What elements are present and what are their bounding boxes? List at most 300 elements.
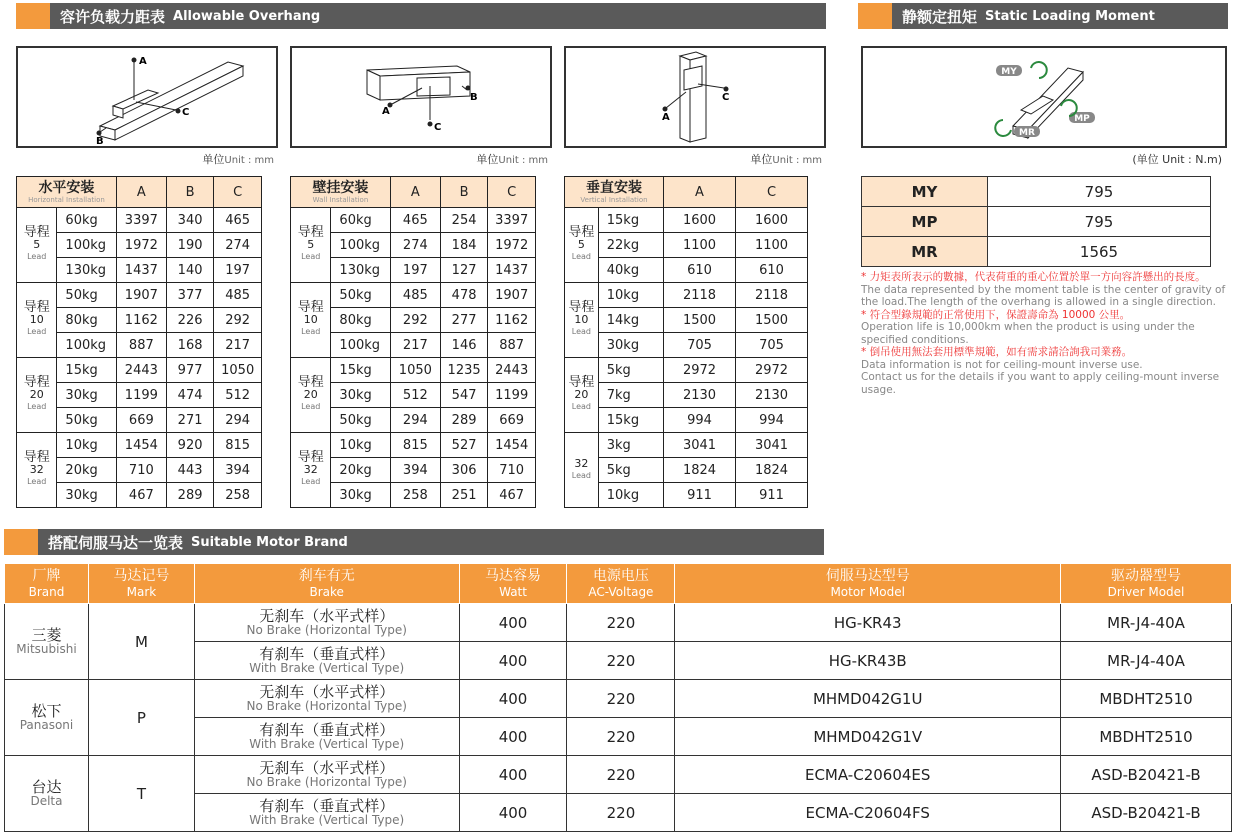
value-cell: 394 <box>214 458 262 483</box>
accent-tab <box>4 529 38 555</box>
header-en: Motor Model <box>830 584 905 599</box>
unit-en: Unit : mm <box>772 155 822 166</box>
lead-en: Lead <box>301 327 321 336</box>
value-cell: 1500 <box>736 308 808 333</box>
value-cell: 911 <box>736 483 808 508</box>
value-cell: 1100 <box>664 233 736 258</box>
value-cell: 292 <box>390 308 440 333</box>
title-en: Vertical Installation <box>580 195 648 204</box>
value-cell: 815 <box>214 433 262 458</box>
header-zh: 刹车有无 <box>298 567 355 584</box>
lead-cell <box>565 358 599 433</box>
brake-cell <box>194 718 459 756</box>
notes <box>861 271 1227 396</box>
value-cell: 512 <box>390 383 440 408</box>
brake-cell <box>194 642 459 680</box>
value-cell: 292 <box>214 308 262 333</box>
value-cell: 146 <box>440 333 488 358</box>
brake-cell <box>194 756 459 794</box>
load-cell: 20kg <box>331 458 390 483</box>
value-cell: 3041 <box>736 433 808 458</box>
voltage-cell: 220 <box>567 756 675 794</box>
section-title-en: Allowable Overhang <box>173 8 321 24</box>
value-cell: 226 <box>166 308 214 333</box>
value-cell: 512 <box>214 383 262 408</box>
column-header: B <box>440 177 488 208</box>
value-cell: 1437 <box>116 258 166 283</box>
header-en: Driver Model <box>1107 584 1185 599</box>
lead-cell <box>291 358 331 433</box>
load-cell: 60kg <box>331 208 390 233</box>
value-cell: 289 <box>440 408 488 433</box>
value-cell: 306 <box>440 458 488 483</box>
title-en: Horizontal Installation <box>28 195 105 204</box>
value-cell: 1235 <box>440 358 488 383</box>
rotation-arrow-icon <box>995 120 1011 136</box>
voltage-cell: 220 <box>567 642 675 680</box>
brand-zh: 松下 <box>31 702 62 720</box>
lead-en: Lead <box>301 477 321 486</box>
voltage-cell: 220 <box>567 718 675 756</box>
voltage-cell: 220 <box>567 794 675 832</box>
value-cell: 2130 <box>664 383 736 408</box>
driver-model-cell: ASD-B20421-B <box>1061 756 1232 794</box>
motor-row <box>5 680 1232 718</box>
table-row <box>565 358 808 383</box>
value-cell: 127 <box>440 258 488 283</box>
unit-en: Unit : mm <box>498 155 548 166</box>
lead-zh: 导程 <box>568 375 595 390</box>
watt-cell: 400 <box>459 718 567 756</box>
value-cell: 467 <box>116 483 166 508</box>
column-header: A <box>664 177 736 208</box>
lead-zh: 导程 <box>23 300 50 315</box>
motor-row <box>5 604 1232 642</box>
value-cell: 2443 <box>116 358 166 383</box>
header-zh: 伺服马达型号 <box>825 567 910 584</box>
lead-value: 32 <box>29 463 44 476</box>
brake-en: With Brake (Vertical Type) <box>249 737 405 751</box>
column-header: B <box>166 177 214 208</box>
value-cell: 274 <box>214 233 262 258</box>
driver-model-cell: MR-J4-40A <box>1061 604 1232 642</box>
moment-row <box>862 177 1211 207</box>
value-cell: 140 <box>166 258 214 283</box>
moment-value: 795 <box>988 177 1211 207</box>
section-header-motor <box>4 529 824 555</box>
lead-zh: 导程 <box>568 225 595 240</box>
load-cell: 10kg <box>598 283 663 308</box>
table-row <box>565 283 808 308</box>
value-cell: 1162 <box>488 308 536 333</box>
value-cell: 547 <box>440 383 488 408</box>
header-en: AC-Voltage <box>588 584 654 599</box>
value-cell: 2118 <box>664 283 736 308</box>
table-row <box>565 208 808 233</box>
unit-zh: 单位 <box>476 153 499 166</box>
value-cell: 254 <box>440 208 488 233</box>
value-cell: 465 <box>390 208 440 233</box>
header-zh: 马达记号 <box>113 567 170 584</box>
table-row <box>565 483 808 508</box>
lead-value: 32 <box>303 463 318 476</box>
load-cell: 10kg <box>598 483 663 508</box>
note-line: Contact us for the details if you want to apply ceiling-mount inverse usage. <box>861 371 1220 396</box>
title-zh: 水平安装 <box>38 179 95 196</box>
value-cell: 710 <box>488 458 536 483</box>
lead-value: 5 <box>33 238 41 251</box>
table-row <box>565 308 808 333</box>
value-cell: 1100 <box>736 233 808 258</box>
lead-value: 10 <box>29 313 44 326</box>
accent-tab <box>858 3 892 29</box>
load-cell: 100kg <box>57 233 116 258</box>
load-cell: 22kg <box>598 233 663 258</box>
lead-en: Lead <box>571 252 591 261</box>
load-cell: 5kg <box>598 458 663 483</box>
load-cell: 30kg <box>331 383 390 408</box>
load-cell: 130kg <box>57 258 116 283</box>
column-header: A <box>116 177 166 208</box>
motor-header <box>194 564 459 604</box>
value-cell: 1972 <box>116 233 166 258</box>
value-cell: 1050 <box>214 358 262 383</box>
horizontal-table <box>16 176 262 508</box>
brake-zh: 无刹车（水平式样） <box>259 607 395 625</box>
value-cell: 443 <box>166 458 214 483</box>
brand-en: Panasoni <box>19 718 74 732</box>
wall-table <box>290 176 536 508</box>
unit-label <box>404 151 548 167</box>
value-cell: 1454 <box>488 433 536 458</box>
brake-zh: 无刹车（水平式样） <box>259 759 395 777</box>
table-row <box>17 283 262 308</box>
value-cell: 610 <box>664 258 736 283</box>
voltage-cell: 220 <box>567 604 675 642</box>
brake-en: No Brake (Horizontal Type) <box>246 699 407 713</box>
value-cell: 1824 <box>736 458 808 483</box>
load-cell: 100kg <box>331 333 390 358</box>
label-a: A <box>382 106 390 117</box>
label-mr: MR <box>1019 128 1035 138</box>
value-cell: 217 <box>390 333 440 358</box>
value-cell: 527 <box>440 433 488 458</box>
lead-value: 10 <box>574 313 589 326</box>
table-row <box>17 433 262 458</box>
table-row <box>17 208 262 233</box>
value-cell: 340 <box>166 208 214 233</box>
lead-cell <box>17 283 57 358</box>
value-cell: 485 <box>214 283 262 308</box>
value-cell: 1162 <box>116 308 166 333</box>
value-cell: 1600 <box>736 208 808 233</box>
lead-en: Lead <box>27 477 47 486</box>
unit-zh: 单位 <box>750 153 773 166</box>
load-cell: 130kg <box>331 258 390 283</box>
value-cell: 465 <box>214 208 262 233</box>
title-zh: 壁挂安装 <box>312 179 369 196</box>
lead-en: Lead <box>27 327 47 336</box>
lead-zh: 导程 <box>297 375 324 390</box>
value-cell: 2130 <box>736 383 808 408</box>
motor-header <box>675 564 1061 604</box>
value-cell: 911 <box>664 483 736 508</box>
value-cell: 1199 <box>116 383 166 408</box>
value-cell: 258 <box>390 483 440 508</box>
value-cell: 467 <box>488 483 536 508</box>
lead-en: Lead <box>571 471 591 480</box>
lead-en: Lead <box>301 252 321 261</box>
load-cell: 80kg <box>331 308 390 333</box>
diagram-horizontal <box>16 46 278 148</box>
value-cell: 217 <box>214 333 262 358</box>
value-cell: 887 <box>116 333 166 358</box>
lead-cell <box>565 283 599 358</box>
section-header-static <box>858 3 1228 29</box>
moment-value: 795 <box>988 207 1211 237</box>
value-cell: 2972 <box>736 358 808 383</box>
note-line: Data information is not for ceiling-mount inverse use. <box>861 358 1143 371</box>
driver-model-cell: MBDHT2510 <box>1061 718 1232 756</box>
note-line: Operation life is 10,000km when the product is using under the specified conditions. <box>861 321 1195 346</box>
voltage-cell: 220 <box>567 680 675 718</box>
table-row <box>565 433 808 458</box>
lead-en: Lead <box>27 252 47 261</box>
note-line: * 符合型錄規範的正常使用下，保證壽命為 10000 公里。 <box>861 308 1131 321</box>
load-cell: 15kg <box>331 358 390 383</box>
load-cell: 10kg <box>331 433 390 458</box>
lead-zh: 导程 <box>23 450 50 465</box>
diagram-moment <box>861 46 1227 148</box>
value-cell: 920 <box>166 433 214 458</box>
value-cell: 705 <box>736 333 808 358</box>
brand-en: Delta <box>30 794 63 808</box>
value-cell: 377 <box>166 283 214 308</box>
motor-header <box>88 564 194 604</box>
load-cell: 10kg <box>57 433 116 458</box>
motor-model-cell: MHMD042G1U <box>675 680 1061 718</box>
label-a: A <box>139 56 147 67</box>
value-cell: 3041 <box>664 433 736 458</box>
moment-table <box>861 176 1211 267</box>
watt-cell: 400 <box>459 680 567 718</box>
value-cell: 289 <box>166 483 214 508</box>
load-cell: 30kg <box>57 483 116 508</box>
section-title-zh: 搭配伺服马达一览表 <box>48 533 184 552</box>
horizontal-install-illustration <box>18 48 276 146</box>
table-row <box>291 358 536 383</box>
vertical-table <box>564 176 808 508</box>
table-title <box>565 177 664 208</box>
value-cell: 2443 <box>488 358 536 383</box>
label-c: C <box>722 92 730 103</box>
table-row <box>291 208 536 233</box>
motor-row <box>5 756 1232 794</box>
moment-key: MY <box>862 177 988 207</box>
motor-table <box>4 563 1232 832</box>
value-cell: 3397 <box>488 208 536 233</box>
diagram-wall <box>290 46 552 148</box>
load-cell: 50kg <box>331 283 390 308</box>
value-cell: 274 <box>390 233 440 258</box>
load-cell: 7kg <box>598 383 663 408</box>
lead-en: Lead <box>571 402 591 411</box>
lead-en: Lead <box>27 402 47 411</box>
value-cell: 197 <box>390 258 440 283</box>
watt-cell: 400 <box>459 756 567 794</box>
lead-cell <box>291 433 331 508</box>
load-cell: 60kg <box>57 208 116 233</box>
brake-cell <box>194 604 459 642</box>
section-title-zh: 容许负载力距表 <box>60 7 166 26</box>
section-title-en: Static Loading Moment <box>985 8 1155 24</box>
load-cell: 30kg <box>331 483 390 508</box>
table-row <box>565 458 808 483</box>
value-cell: 977 <box>166 358 214 383</box>
load-cell: 50kg <box>331 408 390 433</box>
title-zh: 垂直安装 <box>586 179 642 196</box>
load-cell: 20kg <box>57 458 116 483</box>
unit-label <box>678 151 822 167</box>
header-en: Brake <box>309 584 344 599</box>
mark-cell: P <box>88 680 194 756</box>
table-row <box>291 283 536 308</box>
value-cell: 1500 <box>664 308 736 333</box>
moment-row <box>862 237 1211 267</box>
value-cell: 1437 <box>488 258 536 283</box>
moment-illustration <box>863 48 1225 146</box>
load-cell: 100kg <box>57 333 116 358</box>
lead-zh: 导程 <box>297 225 324 240</box>
value-cell: 197 <box>214 258 262 283</box>
lead-en: Lead <box>301 402 321 411</box>
load-cell: 30kg <box>598 333 663 358</box>
value-cell: 474 <box>166 383 214 408</box>
moment-row <box>862 207 1211 237</box>
brake-zh: 无刹车（水平式样） <box>259 683 395 701</box>
diagram-vertical <box>564 46 826 148</box>
rotation-arrow-icon <box>1031 62 1047 78</box>
brake-en: No Brake (Horizontal Type) <box>246 623 407 637</box>
value-cell: 994 <box>736 408 808 433</box>
value-cell: 258 <box>214 483 262 508</box>
value-cell: 1907 <box>116 283 166 308</box>
lead-cell <box>17 358 57 433</box>
accent-tab <box>16 3 50 29</box>
value-cell: 1972 <box>488 233 536 258</box>
label-c: C <box>434 122 442 133</box>
column-header: C <box>488 177 536 208</box>
label-c: C <box>182 107 190 118</box>
column-header: A <box>390 177 440 208</box>
moment-key: MR <box>862 237 988 267</box>
load-cell: 40kg <box>598 258 663 283</box>
label-my: MY <box>1001 67 1017 77</box>
header-zh: 马达容易 <box>485 567 542 584</box>
driver-model-cell: MBDHT2510 <box>1061 680 1232 718</box>
value-cell: 190 <box>166 233 214 258</box>
load-cell: 3kg <box>598 433 663 458</box>
load-cell: 5kg <box>598 358 663 383</box>
header-zh: 厂牌 <box>32 567 61 584</box>
table-row <box>291 433 536 458</box>
watt-cell: 400 <box>459 642 567 680</box>
motor-model-cell: HG-KR43 <box>675 604 1061 642</box>
value-cell: 994 <box>664 408 736 433</box>
load-cell: 50kg <box>57 283 116 308</box>
label-a: A <box>662 112 670 123</box>
value-cell: 485 <box>390 283 440 308</box>
lead-value: 10 <box>303 313 318 326</box>
rotation-arrow-icon <box>1061 100 1077 116</box>
header-zh: 电源电压 <box>592 567 649 584</box>
brand-cell <box>5 604 89 680</box>
lead-value: 5 <box>307 238 315 251</box>
vertical-install-illustration <box>566 48 824 146</box>
brand-zh: 台达 <box>31 778 62 796</box>
wall-install-illustration <box>292 48 550 146</box>
lead-zh: 导程 <box>297 300 324 315</box>
motor-model-cell: ECMA-C20604ES <box>675 756 1061 794</box>
table-title <box>291 177 391 208</box>
lead-value: 32 <box>574 457 589 470</box>
value-cell: 271 <box>166 408 214 433</box>
lead-cell <box>17 433 57 508</box>
header-en: Mark <box>126 584 157 599</box>
note-line: * 倒吊使用無法套用標準規範，如有需求請洽詢我司業務。 <box>861 346 1133 358</box>
brake-zh: 有刹车（垂直式样） <box>259 645 395 663</box>
lead-cell <box>17 208 57 283</box>
header-zh: 驱动器型号 <box>1111 567 1182 584</box>
load-cell: 15kg <box>57 358 116 383</box>
section-header-overhang <box>16 3 826 29</box>
value-cell: 1199 <box>488 383 536 408</box>
lead-value: 20 <box>574 388 589 401</box>
value-cell: 478 <box>440 283 488 308</box>
brake-zh: 有刹车（垂直式样） <box>259 797 395 815</box>
unit-label <box>130 151 274 167</box>
lead-value: 5 <box>577 238 585 251</box>
lead-en: Lead <box>571 327 591 336</box>
value-cell: 815 <box>390 433 440 458</box>
value-cell: 394 <box>390 458 440 483</box>
lead-value: 20 <box>29 388 44 401</box>
brake-cell <box>194 680 459 718</box>
brake-en: With Brake (Vertical Type) <box>249 661 405 675</box>
table-row <box>565 333 808 358</box>
table-row <box>565 258 808 283</box>
motor-model-cell: MHMD042G1V <box>675 718 1061 756</box>
lead-zh: 导程 <box>23 375 50 390</box>
value-cell: 3397 <box>116 208 166 233</box>
value-cell: 710 <box>116 458 166 483</box>
value-cell: 1907 <box>488 283 536 308</box>
load-cell: 100kg <box>331 233 390 258</box>
motor-model-cell: HG-KR43B <box>675 642 1061 680</box>
value-cell: 669 <box>116 408 166 433</box>
table-row <box>565 383 808 408</box>
motor-header <box>5 564 89 604</box>
label-b: B <box>96 136 104 146</box>
unit-label-moment: (单位 Unit : N.m) <box>1132 153 1222 166</box>
value-cell: 2118 <box>736 283 808 308</box>
load-cell: 15kg <box>598 408 663 433</box>
lead-value: 20 <box>303 388 318 401</box>
load-cell: 50kg <box>57 408 116 433</box>
label-mp: MP <box>1074 114 1090 124</box>
header-en: Watt <box>499 584 527 599</box>
mark-cell: M <box>88 604 194 680</box>
